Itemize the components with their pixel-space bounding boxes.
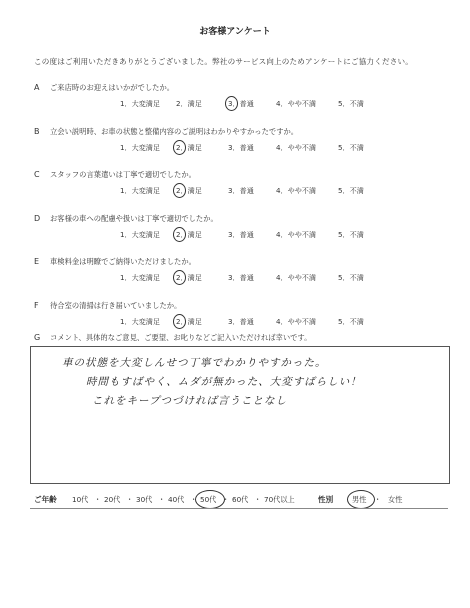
comment-label: コメント、具体的なご意見、ご要望、お叱りなどご記入いただければ幸いです。 [50, 333, 312, 342]
question-text: ご来店時のお迎えはいかがでしたか。 [50, 83, 175, 92]
gender-label: 性別 [318, 495, 334, 504]
intro-text: この度はご利用いただきありがとうございました。弊社のサービス向上のためアンケートにご協力ください。 [34, 57, 413, 66]
selected-answer-circle [173, 314, 186, 329]
question-letter: C [34, 170, 40, 179]
answer-option[interactable]: 2．満足 [176, 273, 202, 282]
answer-option[interactable]: 1．大変満足 [120, 142, 160, 152]
selected-answer-circle [225, 96, 238, 111]
answer-option[interactable]: 3．普通 [228, 99, 254, 108]
answer-option[interactable]: 2．満足 [176, 316, 202, 326]
age-option[interactable]: 50代 [200, 495, 217, 504]
answer-option[interactable]: 3．普通 [228, 142, 254, 152]
answer-option[interactable]: 2．満足 [176, 99, 202, 108]
answer-option[interactable]: 1．大変満足 [120, 316, 160, 326]
question-text: スタッフの言葉遣いは丁寧で適切でしたか。 [50, 170, 196, 179]
age-option[interactable]: 60代 [232, 495, 249, 504]
question-letter: D [34, 213, 41, 223]
answer-option[interactable]: 4．やや不満 [276, 229, 316, 239]
age-option[interactable]: 70代以上 [264, 495, 295, 504]
separator-dot: ・ [158, 495, 166, 504]
separator-dot: ・ [374, 495, 382, 504]
answer-option[interactable]: 4．やや不満 [276, 273, 316, 282]
separator-dot: ・ [126, 495, 134, 504]
question-text: 車検料金は明瞭でご納得いただけましたか。 [50, 257, 196, 266]
age-option[interactable]: 30代 [136, 495, 153, 504]
answer-option[interactable]: 4．やや不満 [276, 142, 316, 152]
answer-option[interactable]: 5．不満 [338, 273, 364, 282]
separator-dot: ・ [190, 495, 198, 504]
question-letter: B [34, 126, 40, 136]
handwritten-line-2: 時間もすばやく、ムダが無かった、大変すばらしい！ [86, 376, 362, 388]
answer-option[interactable]: 5．不満 [338, 229, 364, 239]
answer-option[interactable]: 1．大変満足 [120, 273, 160, 282]
age-option[interactable]: 40代 [168, 495, 185, 504]
age-label: ご年齢 [34, 495, 57, 504]
answer-option[interactable]: 2．満足 [176, 229, 202, 239]
answer-option[interactable]: 1．大変満足 [120, 99, 160, 108]
question-text: 立会い説明時、お車の状態と整備内容のご説明はわかりやすかったですか。 [50, 126, 299, 136]
separator-dot: ・ [254, 495, 262, 504]
handwritten-line-1: 車の状態を大変しんせつ丁寧でわかりやすかった。 [62, 357, 327, 369]
comment-letter: G [34, 333, 41, 342]
answer-option[interactable]: 3．普通 [228, 316, 254, 326]
handwritten-line-3: これをキープつづければ言うことなし [92, 395, 287, 407]
selected-answer-circle [173, 140, 186, 155]
answer-option[interactable]: 5．不満 [338, 186, 364, 195]
question-letter: E [34, 257, 40, 266]
answer-option[interactable]: 4．やや不満 [276, 99, 316, 108]
gender-option[interactable]: 男性 [352, 495, 367, 504]
answer-option[interactable]: 5．不満 [338, 316, 364, 326]
answer-option[interactable]: 4．やや不満 [276, 186, 316, 195]
answer-option[interactable]: 2．満足 [176, 142, 202, 152]
question-letter: A [34, 83, 40, 92]
answer-option[interactable]: 5．不満 [338, 142, 364, 152]
answer-option[interactable]: 3．普通 [228, 273, 254, 282]
selected-answer-circle [173, 183, 186, 198]
age-option[interactable]: 10代 [72, 495, 89, 504]
separator-dot: ・ [222, 495, 230, 504]
age-option[interactable]: 20代 [104, 495, 121, 504]
question-letter: F [34, 300, 39, 310]
question-text: お客様の車への配慮や扱いは丁寧で適切でしたか。 [50, 213, 218, 223]
answer-option[interactable]: 3．普通 [228, 186, 254, 195]
answer-option[interactable]: 1．大変満足 [120, 186, 160, 195]
selected-answer-circle [173, 227, 186, 242]
answer-option[interactable]: 4．やや不満 [276, 316, 316, 326]
answer-option[interactable]: 1．大変満足 [120, 229, 160, 239]
answer-option[interactable]: 3．普通 [228, 229, 254, 239]
answer-option[interactable]: 2．満足 [176, 186, 202, 195]
selected-gender-circle [347, 490, 375, 509]
selected-age-circle [195, 490, 225, 509]
footer-rule [30, 508, 448, 509]
gender-option[interactable]: 女性 [388, 495, 403, 504]
page-title: お客様アンケート [199, 27, 271, 37]
question-text: 待合室の清掃は行き届いていましたか。 [50, 300, 182, 310]
separator-dot: ・ [94, 495, 102, 504]
selected-answer-circle [173, 270, 186, 285]
answer-option[interactable]: 5．不満 [338, 99, 364, 108]
